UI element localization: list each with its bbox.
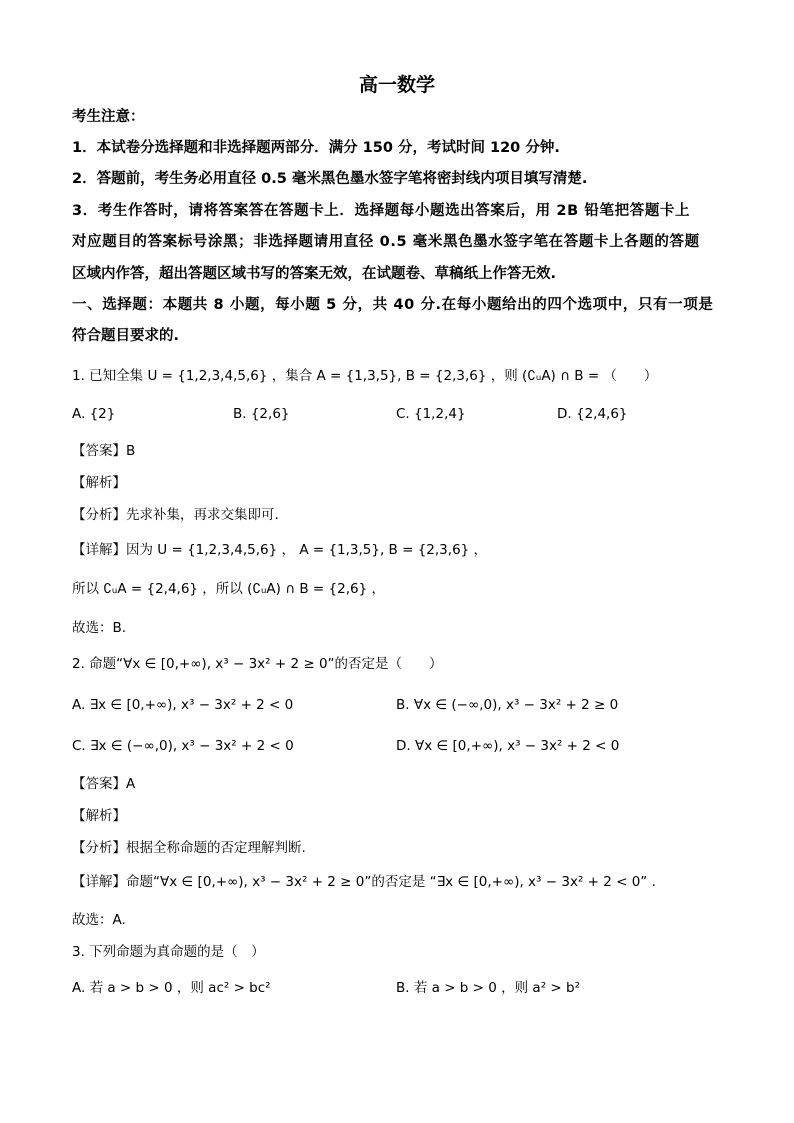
q3-option-b: B. 若 a > b > 0 ，则 a² > b² [396,980,580,996]
notice-item-3-cont-1: 对应题目的答案标号涂黑；非选择题请用直径 0.5 毫米黑色墨水签字笔在答题卡上各题的答题 [72,234,700,250]
q1-answer: 【答案】B [72,443,136,459]
notice-item-2: 2．答题前，考生务必用直径 0.5 毫米黑色墨水签字笔将密封线内项目填写清楚. [72,171,588,187]
q1-option-d: D. {2,4,6} [557,406,628,422]
q2-detail: 【详解】命题“∀x ∈ [0,+∞), x³ − 3x² + 2 ≥ 0”的否定是 “∃x ∈ [0,+∞), x³ − 3x² + 2 < 0” . [72,874,656,890]
section-heading-line-2: 符合题目要求的. [72,328,180,344]
q2-option-a: A. ∃x ∈ [0,+∞), x³ − 3x² + 2 < 0 [72,697,294,713]
notice-item-3: 3．考生作答时，请将答案答在答题卡上．选择题每小题选出答案后，用 2B 铅笔把答题卡上 [72,203,691,219]
q2-option-d: D. ∀x ∈ [0,+∞), x³ − 3x² + 2 < 0 [396,738,620,754]
notice-item-3-cont-2: 区域内作答，超出答题区域书写的答案无效，在试题卷、草稿纸上作答无效. [72,266,557,282]
q1-analysis: 【分析】先求补集，再求交集即可. [72,507,279,523]
q2-analysis: 【分析】根据全称命题的否定理解判断. [72,840,306,856]
q2-option-b: B. ∀x ∈ (−∞,0), x³ − 3x² + 2 ≥ 0 [396,697,619,713]
q1-option-a: A. {2} [72,406,116,422]
q1-option-c: C. {1,2,4} [396,406,466,422]
q1-detail-2: 所以 ∁ᵤA = {2,4,6} ，所以 (∁ᵤA) ∩ B = {2,6} ， [72,581,385,597]
q2-stem: 2. 命题“∀x ∈ [0,+∞), x³ − 3x² + 2 ≥ 0”的否定是（ ） [72,656,443,672]
q1-conclusion: 故选：B. [72,620,127,636]
q1-detail-1: 【详解】因为 U = {1,2,3,4,5,6} ， A = {1,3,5}, B = {2,3,6} ， [72,542,488,558]
q2-conclusion: 故选：A. [72,912,126,928]
q2-answer: 【答案】A [72,776,136,792]
q1-analysis-heading: 【解析】 [72,475,126,491]
q3-stem: 3. 下列命题为真命题的是（ ） [72,944,265,960]
q2-option-c: C. ∃x ∈ (−∞,0), x³ − 3x² + 2 < 0 [72,738,294,754]
q2-analysis-heading: 【解析】 [72,808,126,824]
notice-heading: 考生注意： [72,109,145,125]
q1-option-b: B. {2,6} [233,406,290,422]
q3-option-a: A. 若 a > b > 0 ，则 ac² > bc² [72,980,271,996]
page-title: 高一数学 [358,74,435,96]
notice-item-1: 1．本试卷分选择题和非选择题两部分．满分 150 分，考试时间 120 分钟. [72,140,560,156]
section-heading-line-1: 一、选择题：本题共 8 小题，每小题 5 分，共 40 分.在每小题给出的四个选项中，只有一项是 [72,297,714,313]
q1-stem: 1. 已知全集 U = {1,2,3,4,5,6} ，集合 A = {1,3,5}, B = {2,3,6} ，则 (∁ᵤA) ∩ B = （ ） [72,368,658,384]
